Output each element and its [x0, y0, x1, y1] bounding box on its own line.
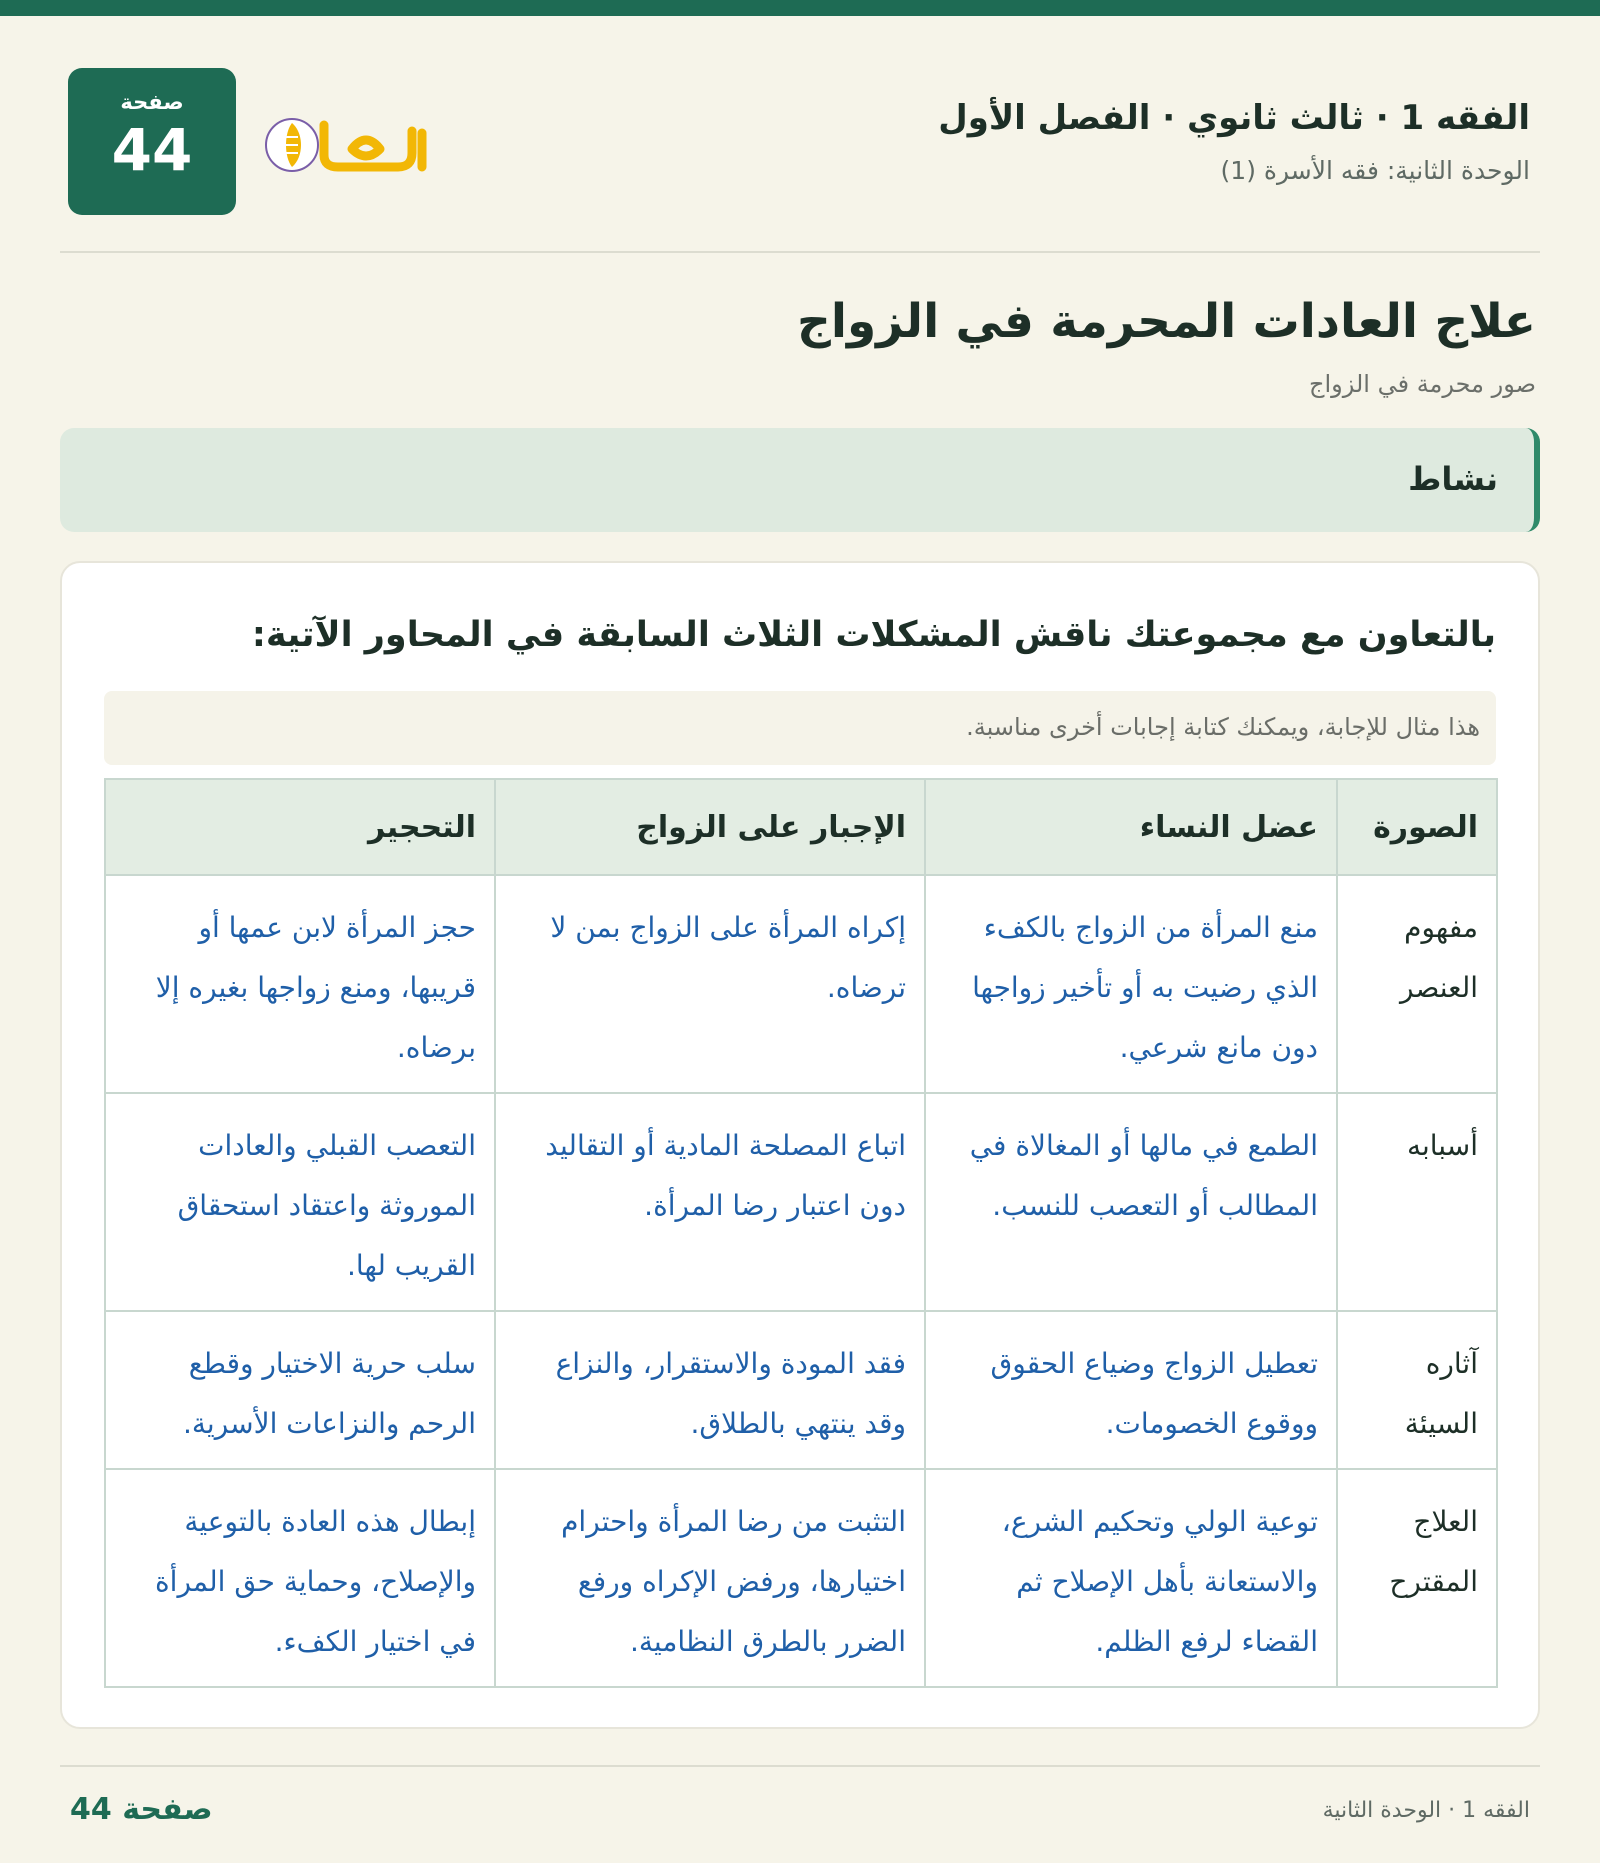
- column-header: الصورة: [1337, 779, 1497, 875]
- footer-divider: [60, 1765, 1540, 1767]
- table-cell: حجز المرأة لابن عمها أو قريبها، ومنع زواجها بغيره إلا برضاه.: [105, 875, 495, 1093]
- hulul-logo: [262, 103, 437, 183]
- row-header: أسبابه: [1337, 1093, 1497, 1311]
- discussion-table: [104, 778, 1498, 1688]
- footer-course-text: الفقه 1 · الوحدة الثانية: [1322, 1798, 1530, 1823]
- column-header: عضل النساء: [925, 779, 1337, 875]
- table-cell: التعصب القبلي والعادات الموروثة واعتقاد استحقاق القريب لها.: [105, 1093, 495, 1311]
- header-divider: [60, 251, 1540, 253]
- column-header: الإجبار على الزواج: [495, 779, 925, 875]
- table-cell: فقد المودة والاستقرار، والنزاع وقد ينتهي بالطلاق.: [495, 1311, 925, 1469]
- activity-card: [60, 561, 1540, 1729]
- table-cell: إبطال هذه العادة بالتوعية والإصلاح، وحماية حق المرأة في اختيار الكفء.: [105, 1469, 495, 1687]
- table-row: [105, 875, 1497, 1093]
- answer-note: [104, 691, 1496, 765]
- footer-page-number: صفحة 44: [70, 1792, 213, 1827]
- book-title: الفقه 1 · ثالث ثانوي · الفصل الأول: [938, 98, 1530, 138]
- activity-banner: [60, 428, 1540, 532]
- activity-label: نشاط: [1408, 460, 1498, 498]
- row-header: آثاره السيئة: [1337, 1311, 1497, 1469]
- lesson-subtitle: صور محرمة في الزواج: [1308, 370, 1536, 398]
- table-cell: التثبت من رضا المرأة واحترام اختيارها، ورفض الإكراه ورفع الضرر بالطرق النظامية.: [495, 1469, 925, 1687]
- table-row: [105, 1311, 1497, 1469]
- table-cell: تعطيل الزواج وضياع الحقوق ووقوع الخصومات.: [925, 1311, 1337, 1469]
- unit-subtitle: الوحدة الثانية: فقه الأسرة (1): [1220, 156, 1530, 185]
- page-number-badge: [68, 68, 236, 215]
- table-cell: سلب حرية الاختيار وقطع الرحم والنزاعات الأسرية.: [105, 1311, 495, 1469]
- answer-note-text: هذا مثال للإجابة، ويمكنك كتابة إجابات أخرى مناسبة.: [966, 713, 1480, 741]
- table-row: [105, 1093, 1497, 1311]
- lesson-title: علاج العادات المحرمة في الزواج: [796, 294, 1536, 349]
- row-header: العلاج المقترح: [1337, 1469, 1497, 1687]
- table-cell: إكراه المرأة على الزواج بمن لا ترضاه.: [495, 875, 925, 1093]
- top-accent-bar: [0, 0, 1600, 16]
- table-cell: توعية الولي وتحكيم الشرع، والاستعانة بأهل الإصلاح ثم القضاء لرفع الظلم.: [925, 1469, 1337, 1687]
- page-number: 44: [111, 116, 193, 184]
- page-label: صفحة: [120, 90, 184, 114]
- table-row: [105, 1469, 1497, 1687]
- row-header: مفهوم العنصر: [1337, 875, 1497, 1093]
- table-cell: منع المرأة من الزواج بالكفء الذي رضيت به أو تأخير زواجها دون مانع شرعي.: [925, 875, 1337, 1093]
- question-title: بالتعاون مع مجموعتك ناقش المشكلات الثلاث السابقة في المحاور الآتية:: [251, 615, 1496, 655]
- table-cell: الطمع في مالها أو المغالاة في المطالب أو التعصب للنسب.: [925, 1093, 1337, 1311]
- table-cell: اتباع المصلحة المادية أو التقاليد دون اعتبار رضا المرأة.: [495, 1093, 925, 1311]
- table-header-row: [105, 779, 1497, 875]
- column-header: التحجير: [105, 779, 495, 875]
